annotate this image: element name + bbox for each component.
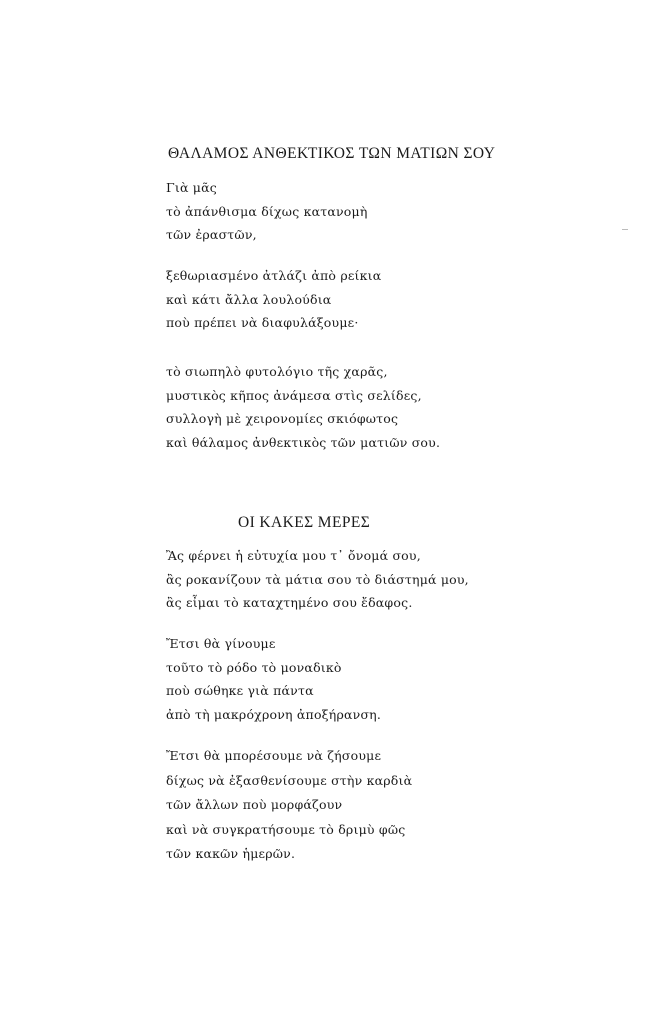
verse-line: συλλογὴ μὲ χειρονομίες σκιόφωτος bbox=[166, 411, 399, 426]
stanza bbox=[166, 744, 412, 867]
verse-line: ἂς εἶμαι τὸ καταχτημένο σου ἔδαφος. bbox=[166, 595, 413, 610]
verse-line: τῶν ἐραστῶν, bbox=[166, 227, 257, 242]
verse-line: μυστικὸς κῆπος ἀνάμεσα στὶς σελίδες, bbox=[166, 387, 422, 403]
verse-line: δίχως νὰ ἐξασθενίσουμε στὴν καρδιὰ bbox=[166, 772, 413, 788]
verse-line: καὶ κάτι ἄλλα λουλούδια bbox=[166, 291, 332, 307]
verse-line: ποὺ σώθηκε γιὰ πάντα bbox=[166, 683, 314, 698]
verse-line: ἀπὸ τὴ μακρόχρονη ἀποξήρανση. bbox=[166, 706, 382, 722]
poem-title: ΘΑΛΑΜΟΣ ΑΝΘΕΚΤΙΚΟΣ ΤΩΝ ΜΑΤΙΩΝ ΣΟΥ bbox=[168, 145, 496, 162]
stanza bbox=[166, 544, 469, 615]
verse-line: ποὺ πρέπει νὰ διαφυλάξουμε· bbox=[166, 315, 359, 330]
verse-line: τὸ σιωπηλὸ φυτολόγιο τῆς χαρᾶς, bbox=[166, 364, 388, 379]
poem-title: ΟΙ ΚΑΚΕΣ ΜΕΡΕΣ bbox=[238, 514, 371, 531]
verse-line: Ἔτσι θὰ γίνουμε bbox=[166, 636, 276, 651]
verse-line: καὶ θάλαμος ἀνθεκτικὸς τῶν ματιῶν σου. bbox=[166, 434, 441, 450]
verse-line: τῶν ἄλλων ποὺ μορφάζουν bbox=[166, 797, 343, 812]
verse-line: ξεθωριασμένο ἀτλάζι ἀπὸ ρείκια bbox=[166, 268, 382, 283]
verse-line: καὶ νὰ συγκρατήσουμε τὸ δριμὺ φῶς bbox=[166, 821, 406, 837]
scan-mark bbox=[622, 229, 628, 230]
stanza bbox=[166, 632, 381, 726]
verse-line: Ἔτσι θὰ μπορέσουμε νὰ ζήσουμε bbox=[166, 748, 382, 763]
verse-line: Ἂς φέρνει ἡ εὐτυχία μου τ᾽ ὄνομά σου, bbox=[166, 548, 421, 563]
verse-line: τὸ ἀπάνθισμα δίχως κατανομὴ bbox=[166, 203, 368, 219]
stanza bbox=[166, 176, 368, 247]
verse-line: τοῦτο τὸ ρόδο τὸ μοναδικὸ bbox=[166, 659, 342, 675]
stanza bbox=[166, 264, 381, 335]
stanza bbox=[166, 360, 440, 454]
verse-line: Γιὰ μᾶς bbox=[166, 180, 217, 195]
verse-line: ἂς ροκανίζουν τὰ μάτια σου τὸ διάστημά μου, bbox=[166, 571, 469, 587]
verse-line: τῶν κακῶν ἡμερῶν. bbox=[166, 846, 296, 861]
